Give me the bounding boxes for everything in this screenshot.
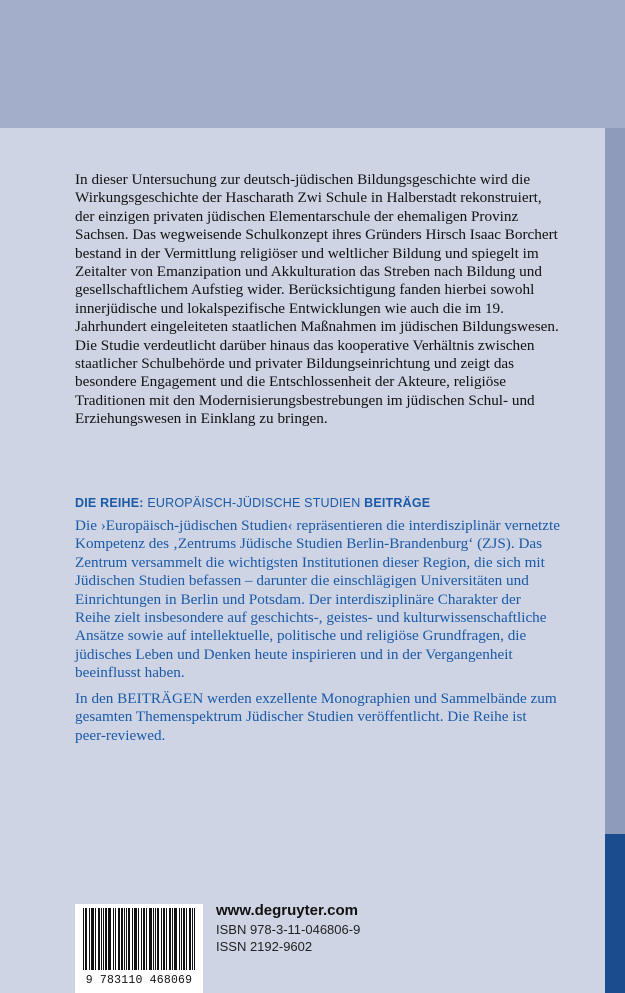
barcode-bar bbox=[149, 908, 150, 970]
barcode-bar bbox=[118, 908, 119, 970]
barcode-bar bbox=[151, 908, 152, 970]
publisher-info bbox=[216, 901, 360, 955]
barcode-bar bbox=[126, 908, 127, 970]
barcode-bar bbox=[89, 908, 90, 970]
barcode-bar bbox=[121, 908, 122, 970]
barcode-bar bbox=[128, 908, 129, 970]
barcode-bar bbox=[113, 908, 114, 970]
barcode-bar bbox=[166, 908, 167, 970]
barcode-bar bbox=[174, 908, 175, 970]
book-description: In dieser Untersuchung zur deutsch-jüdischen Bildungsgeschichte wird die Wirkungsgeschichte der Hascharath Zwi Schule in Halberstadt rekonstruiert, der einzigen privaten jüdischen Elementarschule der ehemaligen Provinz Sachsen. Das wegweisende Schulkonzept ihres Gründers Hirsch Isaac Borchert bestand in der Vermittlung religiöser und weltlicher Bildung und spiegelt im Zeitalter von Emanzipation und Akkulturation das Streben nach Bildung und gesellschaftlichem Aufstieg wider. Berücksichtigung fanden hierbei sowohl innerjüdische und lokalspezifische Entwicklungen wie auch die im 19. Jahrhundert eingeleiteten staatlichen Maßnahmen im jüdischen Bildungswesen. Die Studie verdeutlicht darüber hinaus das kooperative Verhältnis zwischen staatlicher Schulbehörde und privater Bildungseinrichtung und zeigt das besondere Engagement und die Entschlossenheit der Akteure, religiöse Traditionen mit den Modernisierungsbestrebungen im jüdischen Schul- und Erziehungswesen in Einklang zu bringen. bbox=[75, 171, 559, 428]
barcode-bars bbox=[81, 908, 197, 972]
barcode-bar bbox=[122, 908, 123, 970]
back-cover-panel bbox=[0, 128, 605, 993]
issn-number: ISSN 2192-9602 bbox=[216, 939, 313, 954]
barcode-bar bbox=[192, 908, 193, 970]
top-background-band bbox=[0, 0, 625, 128]
barcode-bar bbox=[103, 908, 104, 970]
barcode-bar bbox=[91, 908, 92, 970]
barcode-bar bbox=[146, 908, 147, 970]
isbn-number: ISBN 978-3-11-046806-9 bbox=[216, 922, 361, 937]
series-beitraege-note: In den BEITRÄGEN werden exzellente Monographien und Sammelbände zum gesamten Themenspektrum Jüdischer Studien veröffentlicht. Die Reihe ist peer-reviewed. bbox=[75, 690, 557, 744]
barcode-bar bbox=[163, 908, 164, 970]
series-description: Die ›Europäisch-jüdischen Studien‹ repräsentieren die interdisziplinär vernetzte Kompetenz des ‚Zentrums Jüdische Studien Berlin-Brandenburg‘ (ZJS). Das Zentrum versammelt die wichtigsten Institutionen dieser Region, die sich mit Jüdischen Studien befassen – darunter die einschlägigen Universitäten und Einrichtungen in Berlin und Potsdam. Der interdisziplinäre Charakter der Reihe zielt insbesondere auf geschichts-, geistes- und kulturwissenschaftliche Ansätze sowie auf intellektuelle, politische und religiöse Grundfragen, die jüdisches Leben und Denken heute inspirieren und in der Vergangenheit beeinflusst haben. bbox=[75, 517, 560, 682]
barcode-bar bbox=[83, 908, 84, 970]
barcode-bar bbox=[119, 908, 120, 970]
barcode-bar bbox=[150, 908, 151, 970]
barcode-bar bbox=[129, 908, 130, 970]
barcode-bar bbox=[134, 908, 135, 970]
barcode-bar bbox=[169, 908, 170, 970]
barcode-bar bbox=[190, 908, 191, 970]
series-subtitle: BEITRÄGE bbox=[364, 496, 431, 510]
barcode-bar bbox=[186, 908, 187, 970]
isbn-barcode bbox=[75, 904, 203, 993]
barcode-bar bbox=[175, 908, 176, 970]
barcode-bar bbox=[161, 908, 162, 970]
barcode-bar bbox=[170, 908, 171, 970]
barcode-digits: 9 783110 468069 bbox=[85, 974, 193, 987]
barcode-bar bbox=[183, 908, 184, 970]
barcode-bar bbox=[143, 908, 144, 970]
barcode-bar bbox=[144, 908, 145, 970]
barcode-bar bbox=[138, 908, 139, 970]
series-name: EUROPÄISCH-JÜDISCHE STUDIEN bbox=[147, 496, 361, 510]
barcode-bar bbox=[93, 908, 94, 970]
blue-side-strip bbox=[605, 834, 625, 993]
series-label: DIE REIHE: bbox=[75, 496, 144, 510]
barcode-bar bbox=[184, 908, 185, 970]
barcode-bar bbox=[106, 908, 107, 970]
barcode-bar bbox=[101, 908, 102, 970]
barcode-bar bbox=[132, 908, 133, 970]
barcode-bar bbox=[164, 908, 165, 970]
barcode-bar bbox=[136, 908, 137, 970]
barcode-bar bbox=[155, 908, 156, 970]
barcode-bar bbox=[92, 908, 93, 970]
barcode-bar bbox=[86, 908, 87, 970]
barcode-bar bbox=[179, 908, 180, 970]
barcode-bar bbox=[141, 908, 142, 970]
barcode-bar bbox=[135, 908, 136, 970]
barcode-bar bbox=[95, 908, 96, 970]
barcode-bar bbox=[110, 908, 111, 970]
publisher-url[interactable]: www.degruyter.com bbox=[216, 902, 358, 919]
barcode-bar bbox=[172, 908, 173, 970]
barcode-bar bbox=[158, 908, 159, 970]
barcode-bar bbox=[85, 908, 86, 970]
barcode-bar bbox=[98, 908, 99, 970]
barcode-bar bbox=[108, 908, 109, 970]
series-heading bbox=[75, 496, 430, 510]
barcode-bar bbox=[124, 908, 125, 970]
barcode-bar bbox=[109, 908, 110, 970]
barcode-bar bbox=[99, 908, 100, 970]
barcode-bar bbox=[176, 908, 177, 970]
barcode-bar bbox=[105, 908, 106, 970]
barcode-bar bbox=[194, 908, 195, 970]
barcode-bar bbox=[115, 908, 116, 970]
barcode-bar bbox=[157, 908, 158, 970]
barcode-bar bbox=[189, 908, 190, 970]
barcode-bar bbox=[181, 908, 182, 970]
barcode-bar bbox=[153, 908, 154, 970]
